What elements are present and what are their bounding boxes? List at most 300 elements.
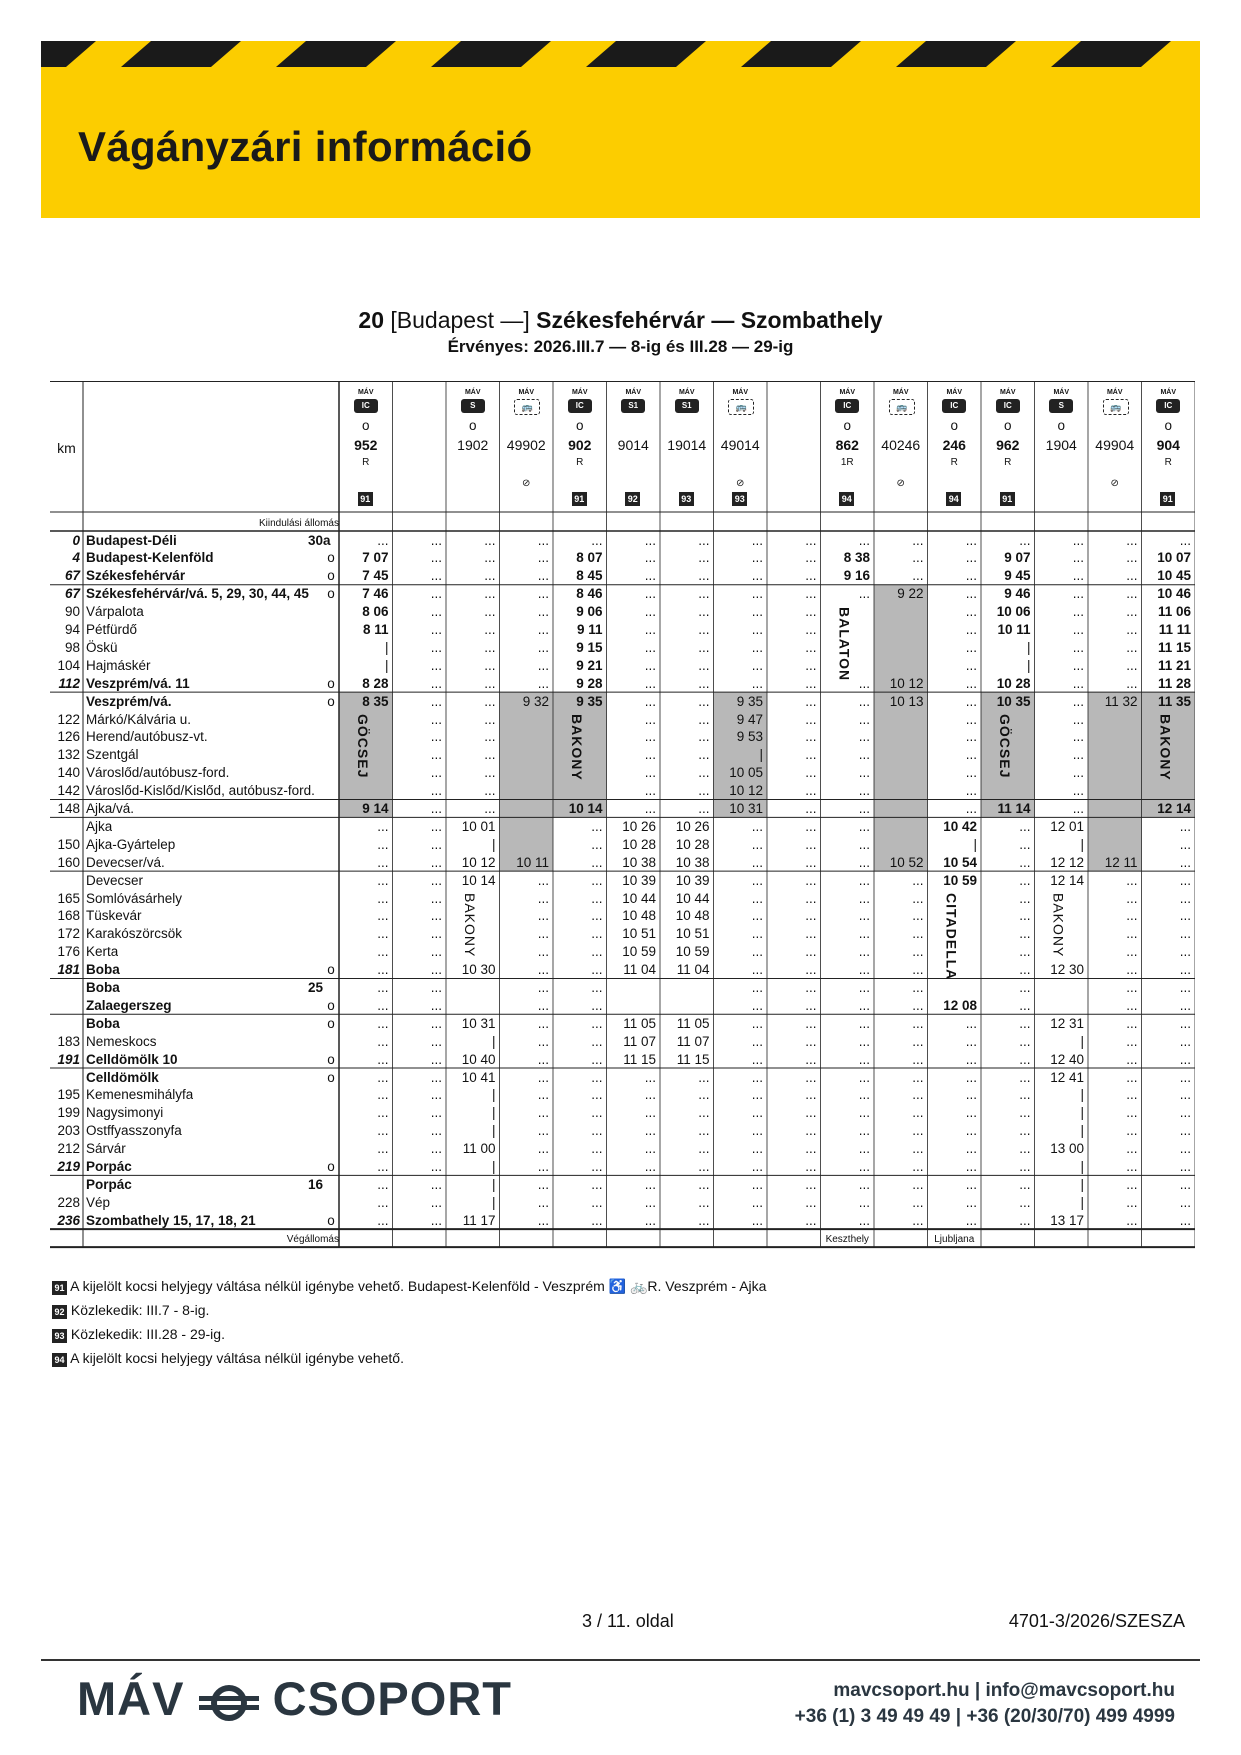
station-name: Székesfehérvár/vá. 5, 29, 30, 44, 45 bbox=[86, 586, 309, 602]
time-cell: ... bbox=[965, 801, 977, 816]
time-cell: ... bbox=[1179, 1105, 1191, 1121]
time-cell: ... bbox=[858, 532, 870, 548]
time-cell: 10 28 bbox=[996, 675, 1031, 691]
destination-keszthely: Keszthely bbox=[825, 1234, 869, 1246]
time-cell: ... bbox=[377, 1105, 389, 1121]
time-cell: ... bbox=[1019, 872, 1031, 888]
time-cell: ... bbox=[644, 657, 656, 673]
time-cell: | bbox=[491, 1123, 496, 1139]
time-cell: ... bbox=[858, 997, 870, 1013]
time-cell: ... bbox=[591, 1087, 603, 1103]
time-cell: ... bbox=[377, 854, 389, 870]
time-cell: ... bbox=[1126, 586, 1138, 602]
time-cell: ... bbox=[644, 622, 656, 637]
time-cell: ... bbox=[698, 1105, 710, 1121]
time-cell: ... bbox=[751, 1087, 763, 1103]
time-cell: ... bbox=[965, 1087, 977, 1103]
time-cell: ... bbox=[805, 1087, 817, 1103]
time-cell: 12 08 bbox=[943, 997, 977, 1013]
time-cell: ... bbox=[751, 962, 763, 978]
operator-label: MÁV bbox=[678, 389, 695, 396]
contact-info bbox=[795, 1678, 1175, 1730]
train-name-bakony: BAKONY bbox=[1050, 893, 1067, 958]
time-cell: 9 47 bbox=[736, 711, 763, 727]
time-cell: | bbox=[1026, 639, 1031, 655]
time-cell: ... bbox=[377, 926, 389, 942]
time-cell: ... bbox=[751, 586, 763, 602]
note-ref-badge: 91 bbox=[358, 492, 373, 506]
time-cell: ... bbox=[858, 980, 870, 995]
time-cell: ... bbox=[591, 1015, 603, 1031]
km-value: 183 bbox=[57, 1033, 80, 1049]
brand-right: CSOPORT bbox=[272, 1672, 512, 1725]
time-cell: ... bbox=[1072, 693, 1084, 709]
time-cell: ... bbox=[751, 944, 763, 960]
time-cell: ... bbox=[751, 980, 763, 995]
km-value: 67 bbox=[64, 568, 80, 584]
time-cell: ... bbox=[858, 836, 870, 852]
time-cell: ... bbox=[805, 1194, 817, 1210]
note-ref-badge: 93 bbox=[679, 492, 694, 506]
time-cell: ... bbox=[1019, 1123, 1031, 1139]
time-cell: ... bbox=[591, 944, 603, 960]
footnote-number: 91 bbox=[52, 1281, 67, 1295]
time-cell: ... bbox=[1019, 1069, 1031, 1085]
time-cell: 10 30 bbox=[461, 962, 496, 978]
time-cell: ... bbox=[430, 693, 442, 709]
time-cell: ... bbox=[698, 604, 710, 620]
time-cell: ... bbox=[965, 693, 977, 709]
time-cell: ... bbox=[644, 639, 656, 655]
train-number: 902 bbox=[568, 437, 592, 453]
time-cell: ... bbox=[1019, 532, 1031, 548]
time-cell: ... bbox=[1072, 729, 1084, 745]
time-cell: 10 12 bbox=[461, 854, 496, 870]
km-value: 181 bbox=[57, 962, 80, 978]
station-name: Városlőd/autóbusz-ford. bbox=[86, 765, 230, 781]
time-cell: ... bbox=[1072, 747, 1084, 763]
time-cell: ... bbox=[805, 854, 817, 870]
station-name: Tüskevár bbox=[86, 908, 142, 924]
time-cell: 12 40 bbox=[1050, 1051, 1084, 1067]
time-cell: 7 46 bbox=[362, 586, 389, 602]
time-cell: ... bbox=[591, 532, 603, 548]
time-cell: ... bbox=[858, 1033, 870, 1049]
time-cell: 10 39 bbox=[622, 872, 656, 888]
time-cell: ... bbox=[1072, 550, 1084, 566]
time-cell: ... bbox=[698, 532, 710, 548]
time-cell: 11 11 bbox=[1158, 622, 1191, 637]
time-cell: 10 59 bbox=[943, 872, 977, 888]
time-cell: ... bbox=[1179, 890, 1191, 906]
time-cell: ... bbox=[965, 1105, 977, 1121]
time-cell: ... bbox=[858, 1159, 870, 1174]
time-cell: ... bbox=[430, 550, 442, 566]
time-cell: ... bbox=[965, 1123, 977, 1139]
time-cell: ... bbox=[1072, 711, 1084, 727]
km-value: 228 bbox=[57, 1194, 80, 1210]
time-cell: ... bbox=[858, 675, 870, 691]
time-cell: ... bbox=[377, 1033, 389, 1049]
time-cell: 11 32 bbox=[1104, 693, 1138, 709]
bus-icon: 🚌 bbox=[514, 399, 540, 415]
time-cell: ... bbox=[858, 586, 870, 602]
time-cell: ... bbox=[805, 801, 817, 816]
operator-label: MÁV bbox=[1160, 389, 1177, 396]
time-cell: ... bbox=[858, 1069, 870, 1085]
time-cell: ... bbox=[805, 1141, 817, 1157]
time-cell: ... bbox=[751, 550, 763, 566]
time-cell: ... bbox=[751, 1176, 763, 1192]
time-cell: ... bbox=[858, 801, 870, 816]
time-cell: ... bbox=[751, 818, 763, 834]
stop-circle-icon: o bbox=[327, 1159, 335, 1174]
stop-circle-icon: o bbox=[327, 997, 335, 1013]
train-type-icon: S1 bbox=[621, 399, 645, 413]
time-cell: ... bbox=[484, 568, 496, 584]
station-name: Devecser bbox=[86, 872, 144, 888]
time-cell: ... bbox=[805, 1159, 817, 1174]
time-cell: 7 07 bbox=[362, 550, 389, 566]
time-cell: ... bbox=[1179, 836, 1191, 852]
stop-circle-icon: o bbox=[327, 550, 335, 566]
time-cell: | bbox=[1080, 1194, 1084, 1210]
operator-label: MÁV bbox=[1053, 389, 1070, 396]
time-cell: ... bbox=[805, 1051, 817, 1067]
time-cell: ... bbox=[912, 1123, 924, 1139]
time-cell: ... bbox=[805, 1123, 817, 1139]
stop-circle-icon: o bbox=[468, 418, 477, 433]
time-cell: ... bbox=[1019, 818, 1031, 834]
footnote-93 bbox=[52, 1326, 225, 1343]
time-cell: ... bbox=[805, 532, 817, 548]
time-cell: ... bbox=[805, 962, 817, 978]
time-cell: ... bbox=[644, 801, 656, 816]
time-cell: 9 16 bbox=[843, 568, 870, 584]
time-cell: ... bbox=[430, 926, 442, 942]
time-cell: ... bbox=[858, 890, 870, 906]
time-cell: ... bbox=[1179, 926, 1191, 942]
stop-circle-icon: o bbox=[327, 693, 335, 709]
time-cell: ... bbox=[537, 1194, 549, 1210]
station-name: Ostffyasszonyfa bbox=[86, 1123, 182, 1139]
time-cell: ... bbox=[751, 997, 763, 1013]
time-cell: ... bbox=[537, 532, 549, 548]
time-cell: 10 11 bbox=[997, 622, 1031, 637]
time-cell: ... bbox=[1179, 1033, 1191, 1049]
station-name: Boba bbox=[86, 980, 120, 995]
time-cell: ... bbox=[537, 639, 549, 655]
stop-circle-icon: o bbox=[575, 418, 584, 433]
time-cell: | bbox=[1080, 1159, 1084, 1174]
time-cell: ... bbox=[644, 765, 656, 781]
time-cell: ... bbox=[537, 586, 549, 602]
time-cell: ... bbox=[537, 1123, 549, 1139]
time-cell: ... bbox=[805, 729, 817, 745]
time-cell: 10 42 bbox=[943, 818, 977, 834]
time-cell: 9 46 bbox=[1004, 586, 1031, 602]
time-cell: ... bbox=[1126, 872, 1138, 888]
time-cell: 8 45 bbox=[576, 568, 603, 584]
time-cell: 10 26 bbox=[675, 818, 710, 834]
time-cell: ... bbox=[805, 1105, 817, 1121]
station-name: Karakószörcsök bbox=[86, 926, 183, 942]
time-cell: 9 45 bbox=[1004, 568, 1031, 584]
footnote-number: 93 bbox=[52, 1329, 67, 1343]
time-cell: ... bbox=[537, 980, 549, 995]
time-cell: | bbox=[384, 657, 389, 673]
time-cell: 10 48 bbox=[675, 908, 710, 924]
time-cell: ... bbox=[484, 639, 496, 655]
time-cell: 11 00 bbox=[462, 1141, 496, 1157]
station-name: Veszprém/vá. bbox=[86, 693, 172, 709]
time-cell: ... bbox=[965, 765, 977, 781]
stop-circle-icon: o bbox=[327, 1069, 335, 1085]
bus-segment-shade bbox=[874, 585, 928, 871]
time-cell: ... bbox=[912, 568, 924, 584]
time-cell: ... bbox=[591, 1069, 603, 1085]
time-cell: ... bbox=[965, 711, 977, 727]
note-ref-badge: 94 bbox=[839, 492, 854, 506]
time-cell: ... bbox=[965, 639, 977, 655]
time-cell: ... bbox=[698, 675, 710, 691]
time-cell: ... bbox=[537, 926, 549, 942]
time-cell: 9 15 bbox=[576, 639, 603, 655]
station-name: Vép bbox=[86, 1194, 111, 1210]
time-cell: ... bbox=[644, 568, 656, 584]
time-cell: ... bbox=[484, 657, 496, 673]
time-cell: ... bbox=[484, 693, 496, 709]
time-cell: ... bbox=[858, 1015, 870, 1031]
time-cell: 9 32 bbox=[522, 693, 549, 709]
time-cell: ... bbox=[1072, 532, 1084, 548]
time-cell: 10 12 bbox=[889, 675, 924, 691]
time-cell: ... bbox=[751, 890, 763, 906]
time-cell: ... bbox=[912, 926, 924, 942]
time-cell: ... bbox=[591, 1176, 603, 1192]
time-cell: 12 11 bbox=[1104, 854, 1138, 870]
time-cell: ... bbox=[805, 818, 817, 834]
time-cell: ... bbox=[912, 980, 924, 995]
time-cell: ... bbox=[751, 1105, 763, 1121]
bus-icon: 🚌 bbox=[889, 399, 915, 415]
time-cell: ... bbox=[537, 622, 549, 637]
time-cell: 10 39 bbox=[675, 872, 710, 888]
time-cell: ... bbox=[1126, 980, 1138, 995]
time-cell: ... bbox=[805, 657, 817, 673]
footnote-text: Közlekedik: III.7 - 8-ig. bbox=[70, 1302, 210, 1318]
time-cell: | bbox=[973, 836, 977, 852]
no-bike-icon: ⊘ bbox=[736, 478, 745, 489]
time-cell: | bbox=[491, 1033, 496, 1049]
time-cell: ... bbox=[430, 1123, 442, 1139]
time-cell: ... bbox=[1019, 980, 1031, 995]
time-cell: 11 17 bbox=[462, 1212, 496, 1228]
time-cell: ... bbox=[965, 1051, 977, 1067]
time-cell: ... bbox=[484, 604, 496, 620]
time-cell: ... bbox=[1072, 783, 1084, 799]
stop-circle-icon: o bbox=[843, 418, 851, 433]
time-cell: | bbox=[491, 1194, 496, 1210]
time-cell: ... bbox=[698, 550, 710, 566]
station-name: Porpác bbox=[86, 1159, 132, 1174]
time-cell: ... bbox=[430, 729, 442, 745]
time-cell: ... bbox=[912, 1033, 924, 1049]
line-number: 20 bbox=[358, 307, 384, 333]
time-cell: ... bbox=[644, 1212, 656, 1228]
time-cell: ... bbox=[912, 1176, 924, 1192]
station-name: Ajka bbox=[86, 818, 113, 834]
time-cell: ... bbox=[484, 747, 496, 763]
time-cell: ... bbox=[591, 836, 603, 852]
km-value: 165 bbox=[57, 890, 80, 906]
time-cell: 10 28 bbox=[622, 836, 656, 852]
time-cell: ... bbox=[805, 622, 817, 637]
km-value: 122 bbox=[57, 711, 80, 727]
time-cell: ... bbox=[698, 1212, 710, 1228]
time-cell: ... bbox=[965, 1194, 977, 1210]
time-cell: ... bbox=[965, 675, 977, 691]
hazard-stripes bbox=[41, 41, 1200, 67]
time-cell: ... bbox=[965, 1176, 977, 1192]
time-cell: 10 44 bbox=[675, 890, 710, 906]
time-cell: ... bbox=[1126, 997, 1138, 1013]
time-cell: ... bbox=[430, 944, 442, 960]
time-cell: ... bbox=[965, 568, 977, 584]
bus-icon: 🚌 bbox=[1103, 399, 1129, 415]
train-name-gocsej: GÖCSEJ bbox=[997, 714, 1013, 779]
time-cell: ... bbox=[805, 1176, 817, 1192]
time-cell: 8 28 bbox=[362, 675, 389, 691]
time-cell: 9 53 bbox=[736, 729, 763, 745]
note-ref-badge: 91 bbox=[1160, 492, 1175, 506]
time-cell: ... bbox=[858, 783, 870, 799]
time-cell: 9 22 bbox=[897, 586, 924, 602]
time-cell: ... bbox=[858, 926, 870, 942]
train-type-icon: IC bbox=[1156, 399, 1180, 413]
station-name: Városlőd-Kislőd/Kislőd, autóbusz-ford. bbox=[86, 783, 315, 799]
time-cell: 11 07 bbox=[623, 1033, 656, 1049]
time-cell: 12 30 bbox=[1050, 962, 1084, 978]
footnote-number: 94 bbox=[52, 1353, 67, 1367]
time-cell: ... bbox=[1179, 1176, 1191, 1192]
time-cell: ... bbox=[430, 1069, 442, 1085]
time-cell: ... bbox=[537, 604, 549, 620]
train-type-icon: IC bbox=[835, 399, 859, 413]
note-ref-badge: 93 bbox=[732, 492, 747, 506]
route-main: Székesfehérvár — Szombathely bbox=[536, 307, 883, 333]
time-cell: ... bbox=[912, 997, 924, 1013]
time-cell: 10 51 bbox=[675, 926, 710, 942]
time-cell: ... bbox=[698, 801, 710, 816]
time-cell: ... bbox=[377, 962, 389, 978]
time-cell: ... bbox=[644, 604, 656, 620]
time-cell: ... bbox=[751, 872, 763, 888]
time-cell: ... bbox=[698, 783, 710, 799]
time-cell: ... bbox=[912, 550, 924, 566]
train-number: 1902 bbox=[457, 437, 489, 453]
train-number: 19014 bbox=[667, 437, 707, 453]
time-cell: ... bbox=[698, 747, 710, 763]
train-number: 1904 bbox=[1045, 437, 1077, 453]
time-cell: ... bbox=[1019, 944, 1031, 960]
time-cell: ... bbox=[430, 980, 442, 995]
time-cell: 11 35 bbox=[1157, 693, 1191, 709]
time-cell: ... bbox=[805, 639, 817, 655]
time-cell: ... bbox=[751, 1051, 763, 1067]
time-cell: ... bbox=[1072, 657, 1084, 673]
operator-label: MÁV bbox=[946, 389, 963, 396]
time-cell: ... bbox=[1126, 1159, 1138, 1174]
time-cell: ... bbox=[1126, 1087, 1138, 1103]
stop-circle-icon: o bbox=[1164, 418, 1172, 433]
km-value: 67 bbox=[64, 586, 80, 602]
time-cell: ... bbox=[698, 1159, 710, 1174]
time-cell: ... bbox=[537, 872, 549, 888]
no-bike-icon: ⊘ bbox=[1110, 478, 1119, 489]
station-name: Nagysimonyi bbox=[86, 1105, 164, 1121]
km-value: 160 bbox=[57, 854, 80, 870]
time-cell: ... bbox=[430, 622, 442, 637]
time-cell: ... bbox=[377, 872, 389, 888]
time-cell: ... bbox=[1126, 1176, 1138, 1192]
time-cell: ... bbox=[805, 1033, 817, 1049]
time-cell: ... bbox=[858, 1087, 870, 1103]
time-cell: ... bbox=[805, 926, 817, 942]
time-cell: ... bbox=[430, 675, 442, 691]
time-cell: ... bbox=[698, 1141, 710, 1157]
time-cell: ... bbox=[858, 1105, 870, 1121]
time-cell: ... bbox=[858, 1123, 870, 1139]
brand-logo bbox=[77, 1671, 512, 1726]
footnote-number: 92 bbox=[52, 1305, 67, 1319]
time-cell: ... bbox=[644, 1141, 656, 1157]
time-cell: 11 15 bbox=[676, 1051, 710, 1067]
time-cell: ... bbox=[698, 1194, 710, 1210]
train-type-icon: IC bbox=[996, 399, 1020, 413]
footnote-91 bbox=[52, 1278, 766, 1295]
train-number: 49904 bbox=[1095, 437, 1135, 453]
operator-label: MÁV bbox=[625, 389, 642, 396]
stop-circle-icon: o bbox=[361, 418, 370, 433]
time-cell: ... bbox=[805, 980, 817, 995]
time-cell: ... bbox=[1179, 944, 1191, 960]
time-cell: ... bbox=[377, 1212, 389, 1228]
time-cell: 9 11 bbox=[576, 622, 603, 637]
time-cell: ... bbox=[1019, 1033, 1031, 1049]
time-cell: ... bbox=[430, 1176, 442, 1192]
time-cell: 10 40 bbox=[461, 1051, 496, 1067]
time-cell: ... bbox=[698, 693, 710, 709]
time-cell: ... bbox=[484, 550, 496, 566]
time-cell: 10 14 bbox=[461, 872, 496, 888]
bus-segment-shade bbox=[500, 692, 554, 817]
train-name-gocsej: GÖCSEJ bbox=[355, 714, 371, 779]
time-cell: ... bbox=[1179, 1051, 1191, 1067]
time-cell: ... bbox=[377, 1123, 389, 1139]
time-cell: ... bbox=[805, 711, 817, 727]
train-number: 40246 bbox=[881, 437, 921, 453]
time-cell: 11 05 bbox=[623, 1015, 656, 1031]
time-cell: ... bbox=[484, 729, 496, 745]
time-cell: ... bbox=[751, 1141, 763, 1157]
station-name: Öskü bbox=[86, 639, 118, 655]
time-cell: ... bbox=[1126, 568, 1138, 584]
train-number: 862 bbox=[835, 437, 859, 453]
time-cell: 10 59 bbox=[622, 944, 656, 960]
station-name: Szentgál bbox=[86, 747, 139, 763]
time-cell: ... bbox=[805, 783, 817, 799]
